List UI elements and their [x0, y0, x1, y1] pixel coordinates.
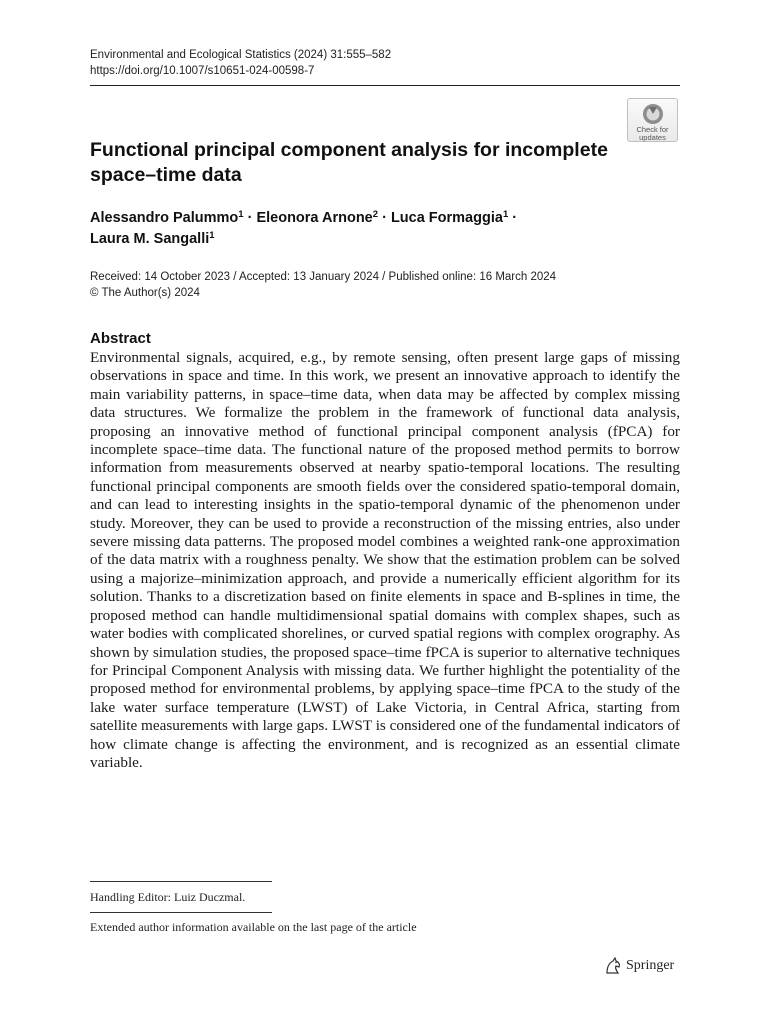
dates-line: Received: 14 October 2023 / Accepted: 13 January 2024 / Published online: 16 March 2024: [90, 271, 557, 283]
author-separator: ·: [378, 210, 391, 226]
abstract-text: Environmental signals, acquired, e.g., by remote sensing, often present large gaps of missing observations in space and time. In this work, we present an innovative approach to identify the main variability patterns, in space–time data, when data may be affected by complex missing data structures. We formalize the problem in the framework of functional data analysis, proposing an innovative method of functional principal component analysis (fPCA) for incomplete space–time data. The functional nature of the proposed method permits to borrow information from measurements observed at nearby spatio-temporal locations. The resulting functional principal components are smooth fields over the considered spatio-temporal domain, and can lead to interesting insights in the spatio-temporal dynamic of the phenomenon under study. Moreover, they can be used to provide a reconstruction of the missing entries, also under severe missing data patterns. The proposed model combines a weighted rank-one approximation of the data matrix with a roughness penalty. We show that the estimation problem can be solved using a majorize–minimization approach, and provide a numerically efficient algorithm for its solution. Thanks to a discretization based on finite elements in space and B-splines in time, the proposed method can handle multidimensional spatial domains with complex shapes, such as water bodies with complicated shorelines, or curved spatial regions with complex orography. As shown by simulation studies, the proposed space–time fPCA is superior to alternative techniques for Principal Component Analysis with missing data. We further highlight the potentiality of the proposed method for environmental problems, by applying space–time fPCA to the study of the lake water surface temperature (LWST) of Lake Victoria, in Central Africa, starting from satellite measurements with large gaps. LWST is considered one of the fundamental indicators of how climate change is affecting the environment, and is recognized as an essential climate variable.: [90, 349, 680, 771]
author-affiliation: 1: [502, 209, 509, 220]
author-separator: ·: [508, 210, 518, 226]
publication-dates: [90, 269, 690, 301]
header-rule: [90, 85, 680, 86]
springer-horse-icon: [604, 957, 622, 975]
badge-line-1: Check for: [636, 125, 669, 134]
author-separator: ·: [243, 210, 257, 226]
author-name[interactable]: Luca Formaggia: [390, 210, 503, 226]
extended-author-info: Extended author information available on the last page of the article: [90, 920, 417, 934]
publisher-logo: [604, 957, 674, 975]
author-affiliation: 2: [372, 209, 379, 220]
author-name[interactable]: Eleonora Arnone: [256, 210, 373, 226]
abstract-heading: Abstract: [90, 330, 151, 347]
publisher-name: Springer: [626, 958, 675, 973]
author-name[interactable]: Alessandro Palummo: [90, 210, 239, 226]
badge-line-2: updates: [639, 133, 666, 142]
handling-editor-note: Handling Editor: Luiz Duczmal.: [90, 890, 246, 904]
doi-link[interactable]: https://doi.org/10.1007/s10651-024-00598-7: [90, 65, 315, 77]
copyright-line: © The Author(s) 2024: [90, 287, 200, 299]
author-name[interactable]: Laura M. Sangalli: [90, 231, 210, 247]
journal-header: [90, 47, 391, 79]
author-affiliation: 1: [209, 230, 215, 241]
author-list: [90, 208, 590, 250]
check-for-updates-icon: [642, 103, 664, 125]
footnote-rule: [90, 912, 272, 913]
author-affiliation: 1: [238, 209, 244, 220]
footnote-rule: [90, 881, 272, 882]
paper-title: Functional principal component analysis for incomplete space–time data: [90, 139, 608, 186]
journal-citation: Environmental and Ecological Statistics (2024) 31:555–582: [90, 49, 392, 61]
check-for-updates-badge[interactable]: [627, 98, 678, 142]
